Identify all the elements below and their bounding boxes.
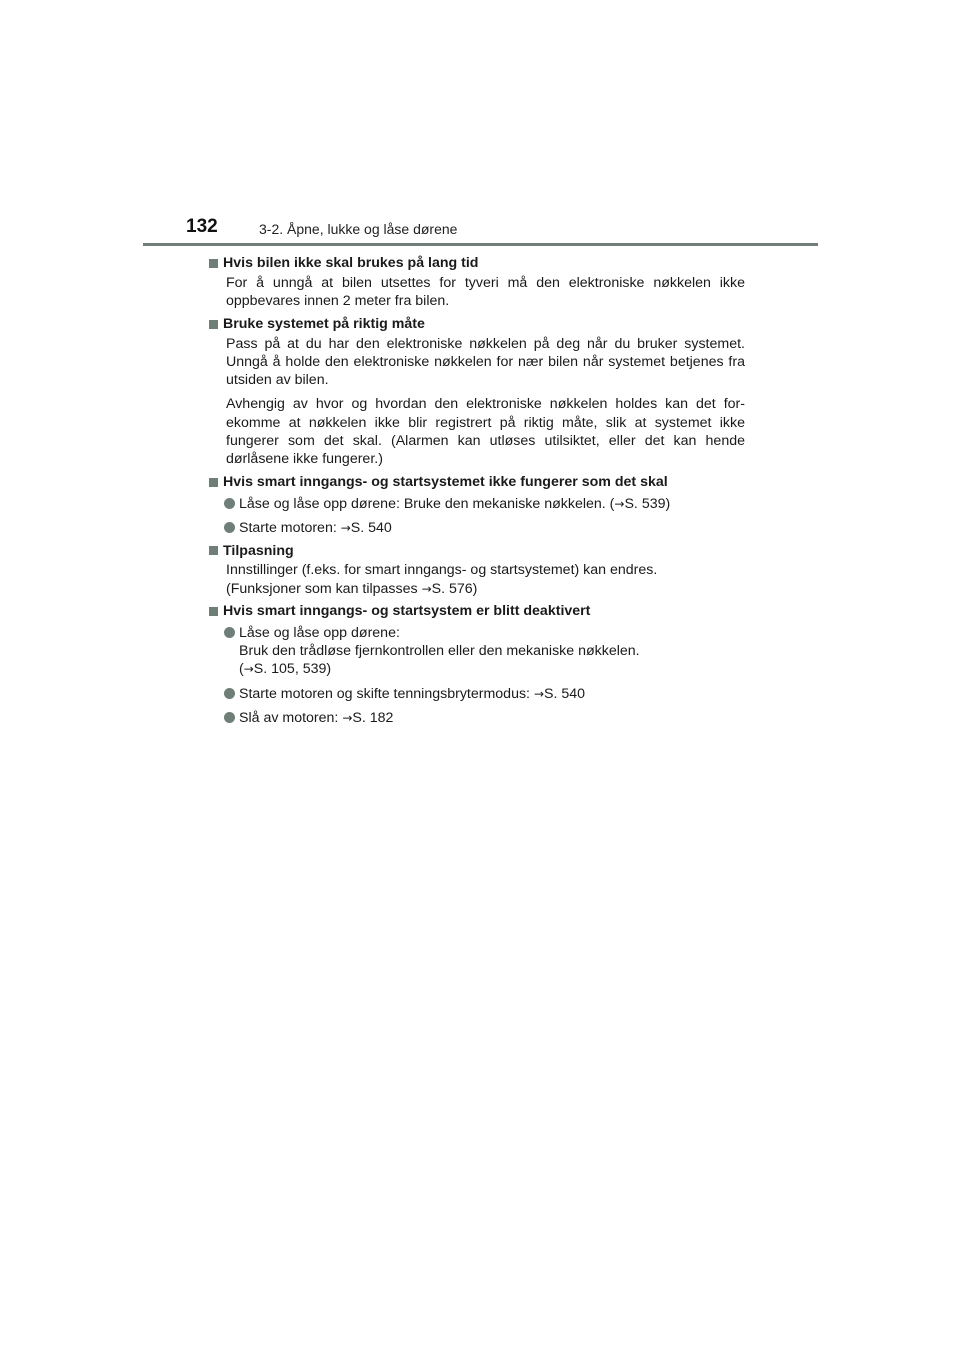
- section-heading: [209, 541, 745, 560]
- section-heading: [209, 315, 745, 334]
- list-item: [224, 709, 745, 727]
- paragraph-line: Innstillinger (f.eks. for smart inngangs- og startsystemet) kan endres.: [226, 562, 658, 579]
- page-reference-link[interactable]: S. 540: [544, 685, 586, 702]
- arrow-right-icon: →: [614, 496, 625, 511]
- list-item-text: (: [239, 661, 244, 678]
- arrow-right-icon: →: [342, 711, 353, 726]
- section-correct-use: [209, 315, 745, 469]
- list-item-text: Låse og låse opp dørene:: [239, 624, 400, 641]
- arrow-right-icon: →: [340, 520, 351, 535]
- paragraph: For å unngå at bilen utsettes for tyveri må den elektroniske nøkkelen ikke oppbevares innen 2 meter fra bilen.: [226, 275, 745, 310]
- paragraph: [226, 561, 745, 598]
- arrow-right-icon: →: [243, 662, 254, 677]
- square-bullet-icon: [209, 546, 218, 555]
- section-heading-text: Hvis smart inngangs- og startsystem er blitt deaktivert: [223, 603, 591, 620]
- section-long-term-storage: [209, 254, 745, 311]
- page-number: 132: [186, 216, 218, 237]
- section-heading-text: Hvis bilen ikke skal brukes på lang tid: [223, 255, 479, 272]
- list-item: [224, 495, 745, 513]
- page-reference-link[interactable]: S. 576): [431, 580, 478, 597]
- list-item-text: Starte motoren og skifte tenningsbrytermodus:: [239, 685, 534, 702]
- circle-bullet-icon: [224, 688, 235, 699]
- square-bullet-icon: [209, 607, 218, 616]
- paragraph-line: (Funksjoner som kan tilpasses: [226, 580, 422, 597]
- page-reference-link[interactable]: S. 539): [624, 495, 671, 512]
- arrow-right-icon: →: [421, 581, 432, 596]
- arrow-right-icon: →: [533, 686, 544, 701]
- circle-bullet-icon: [224, 498, 235, 509]
- circle-bullet-icon: [224, 522, 235, 533]
- paragraph: Pass på at du har den elektroniske nøkkelen på deg når du bruker systemet. Unngå å holde den elektroniske nøkkelen for nær bilen når systemet betjenes fra utsiden av bilen.: [226, 335, 745, 389]
- section-heading-text: Bruke systemet på riktig måte: [223, 315, 425, 332]
- section-heading: [209, 254, 745, 273]
- section-customization: [209, 541, 745, 598]
- page-content: [209, 254, 745, 727]
- page-reference-link[interactable]: S. 540: [350, 519, 392, 536]
- list-item-text: Slå av motoren:: [239, 710, 343, 727]
- section-deactivated: [209, 602, 745, 727]
- circle-bullet-icon: [224, 712, 235, 723]
- list-item: [224, 519, 745, 537]
- square-bullet-icon: [209, 478, 218, 487]
- circle-bullet-icon: [224, 627, 235, 638]
- list-item-text: Låse og låse opp dørene: Bruke den mekaniske nøkkelen. (: [239, 495, 615, 512]
- chapter-title: 3-2. Åpne, lukke og låse dørene: [259, 221, 458, 237]
- section-heading: [209, 473, 745, 492]
- list-item: [224, 624, 745, 679]
- section-heading-text: Tilpasning: [223, 542, 294, 559]
- page-reference-link[interactable]: S. 182: [352, 710, 394, 727]
- square-bullet-icon: [209, 320, 218, 329]
- list-item-text: Starte motoren:: [239, 519, 341, 536]
- section-heading: [209, 602, 745, 621]
- list-item-text: Bruk den trådløse fjernkontrollen eller den mekaniske nøkkelen.: [239, 643, 640, 660]
- section-malfunction: [209, 473, 745, 538]
- page-reference-link[interactable]: S. 105, 539): [253, 661, 332, 678]
- list-item: [224, 685, 745, 703]
- paragraph: Avhengig av hvor og hvordan den elektroniske nøkkelen holdes kan det for-ekomme at nøkkelen ikke blir registrert på riktig måte, slik at systemet ikke fungerer som det skal. (Alarmen kan utløses utilsiktet, eller det kan hende dørlåsene ikke fungerer.): [226, 396, 745, 468]
- square-bullet-icon: [209, 259, 218, 268]
- page-header: [0, 0, 960, 250]
- section-heading-text: Hvis smart inngangs- og startsystemet ikke fungerer som det skal: [223, 474, 668, 491]
- header-divider: [143, 243, 818, 246]
